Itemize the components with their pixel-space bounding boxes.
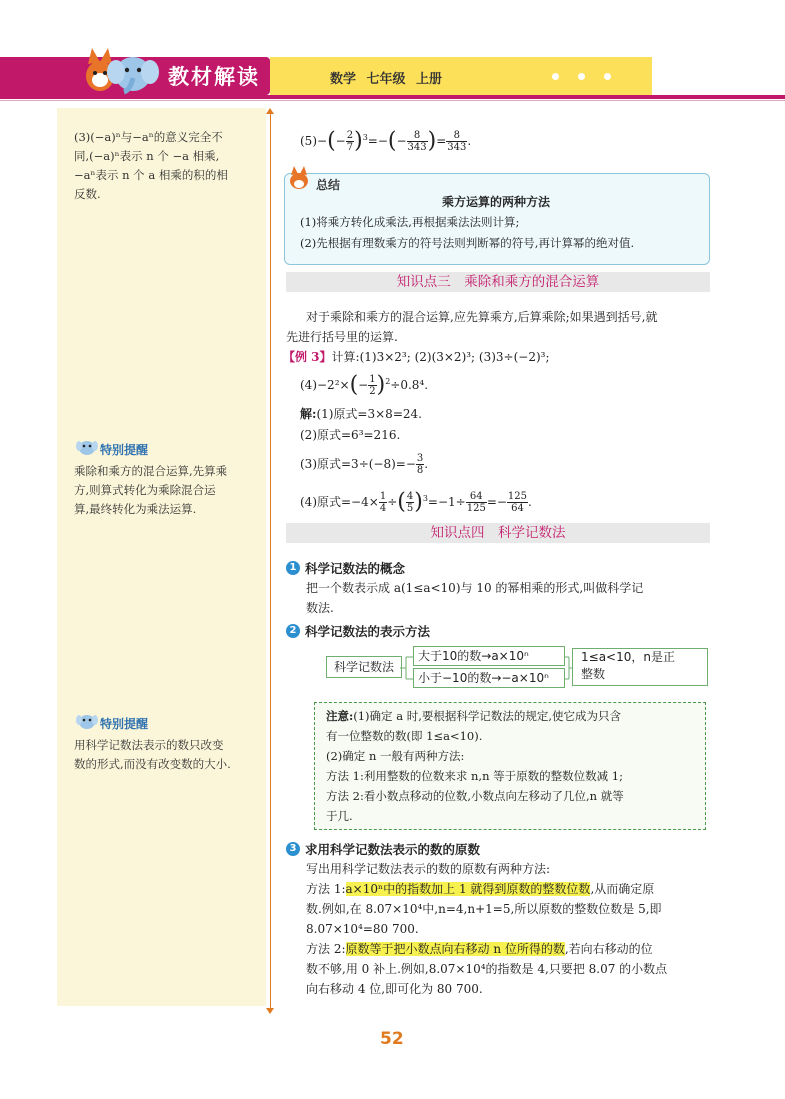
sidebar-panel (57, 108, 266, 1006)
method-text: 数.例如,在 8.07×10⁴中,n=4,n+1=5,所以原数的整数位数是 5,即 (306, 902, 662, 916)
section-title: 科学记数法的概念 (305, 561, 406, 576)
note-line: (2)确定 n 一般有两种方法: (326, 749, 465, 763)
reminder-mascot-icon (76, 710, 98, 730)
frac-den: 4 (379, 503, 387, 514)
diagram-root-box: 科学记数法 (326, 656, 402, 678)
divider-arrow-up-icon (266, 108, 274, 114)
frac-num: 8 (407, 130, 428, 142)
fraction (416, 453, 424, 476)
eq-text: (4)原式=−4× (300, 495, 379, 509)
equation-5: (5)−(− $\frac{2}{7}$ )$^3$=−(− $\frac{8}{343}$ )= $\frac{8}{343}$ . (300, 128, 472, 154)
summary-line: (1)将乘方转化成乘法,再根据乘法法则计算; (300, 215, 520, 229)
section-text: 数法. (306, 601, 334, 615)
sidebar-tip (74, 462, 264, 519)
eq-text: (3)原式=3÷(−8)=− (300, 457, 416, 471)
method-text: 8.07×10⁴=80 700. (306, 922, 419, 936)
frac-num: 1 (379, 491, 387, 502)
solution-text: (1)原式=3×8=24. (316, 407, 422, 421)
section-number-badge: 3 (286, 842, 300, 856)
example-label: 【例 3】 (283, 350, 332, 364)
diagram-result-line: 1≤a<10，n是正 (581, 650, 675, 664)
method-text: 数不够,用 0 补上.例如,8.07×10⁴的指数是 4,只要把 8.07 的小数点 (306, 962, 668, 976)
fraction (379, 491, 387, 514)
frac-num: 2 (346, 130, 354, 141)
header-rule-thin (0, 100, 785, 101)
header-dot (552, 73, 559, 80)
summary-title: 乘方运算的两种方法 (441, 195, 550, 209)
fraction (406, 491, 414, 514)
eq-text: =− (367, 134, 388, 148)
solution-1 (300, 404, 422, 424)
frac-num: 64 (466, 491, 487, 503)
section-title: 科学记数法的表示方法 (305, 624, 431, 639)
header-dot (604, 73, 611, 80)
diagram-branch-box: 大于10的数→a×10ⁿ (413, 646, 565, 666)
example-3-q4: (4)−2²×(− $\frac{1}{2}$ )$^2$÷0.8⁴. (300, 372, 429, 398)
header-rule (0, 95, 785, 99)
fraction (446, 130, 467, 153)
frac-den: 343 (447, 142, 467, 153)
sidebar-tip-title: 特别提醒 (100, 443, 149, 457)
solution-label: 解: (300, 407, 317, 421)
sidebar-tip-line: 方,则算式转化为乘除混合运 (74, 483, 216, 497)
frac-den: 64 (511, 503, 524, 514)
kp3-text: 对于乘除和乘方的混合运算,应先算乘方,后算乘除;如果遇到括号,就 (306, 310, 658, 324)
method-text: ,从而确定原 (590, 882, 655, 896)
note-label: 注意: (326, 709, 354, 723)
sidebar-note-line: (3)(−a)ⁿ与−aⁿ的意义完全不 (74, 130, 223, 144)
sidebar-tip-line: 数的形式,而没有改变数的大小. (74, 757, 231, 771)
header-dot (578, 73, 585, 80)
eq-text: ÷0.8⁴. (390, 378, 429, 392)
diagram-result-line: 整数 (581, 667, 606, 681)
note-line: 方法 2:看小数点移动的位数,小数点向左移动了几位,n 就等 (326, 789, 624, 803)
knowledge-point-4-heading: 知识点四 科学记数法 (286, 523, 710, 543)
note-line: (1)确定 a 时,要根据科学记数法的规定,使它成为只含 (353, 709, 622, 723)
fraction (466, 491, 487, 514)
method-2 (306, 939, 653, 959)
method-label: 方法 1: (306, 882, 346, 896)
fraction (346, 130, 354, 153)
method-1 (306, 879, 654, 899)
frac-den: 2 (369, 386, 376, 397)
frac-num: 8 (446, 130, 467, 142)
method-label: 方法 2: (306, 942, 346, 956)
header-title: 教材解读 (168, 65, 260, 89)
example-3 (283, 347, 550, 367)
section-text: 把一个数表示成 a(1≤a<10)与 10 的幂相乘的形式,叫做科学记 (306, 581, 644, 595)
highlighted-text: a×10ⁿ中的指数加上 1 就得到原数的整数位数 (345, 882, 591, 896)
sidebar-note-line: 反数. (74, 187, 101, 201)
sidebar-note (74, 128, 264, 204)
frac-den: 343 (407, 142, 427, 153)
eq-text: (5)− (300, 134, 328, 148)
header-subject-band (270, 57, 652, 95)
frac-den: 125 (466, 503, 486, 514)
summary-mascot-icon (286, 166, 312, 190)
frac-den: 8 (416, 465, 424, 476)
summary-label: 总结 (316, 178, 341, 192)
section-text: 写出用科学记数法表示的数的原数有两种方法: (306, 862, 551, 876)
note-line: 于几. (326, 809, 353, 823)
sidebar-note-line: −aⁿ表示 n 个 a 相乘的积的相 (74, 168, 228, 182)
sidebar-note-line: 同,(−a)ⁿ表示 n 个 −a 相乘, (74, 149, 220, 163)
sidebar-tip (74, 736, 266, 774)
frac-den: 7 (346, 142, 354, 153)
frac-num: 3 (416, 453, 424, 464)
frac-num: 4 (406, 491, 414, 502)
section-number-badge: 1 (286, 561, 300, 575)
eq-text: =−1÷ (427, 495, 466, 509)
sidebar-tip-line: 算,最终转化为乘法运算. (74, 502, 197, 516)
header-subject: 数学 七年级 上册 (330, 72, 443, 87)
diagram-branch-box: 小于−10的数→−a×10ⁿ (413, 668, 565, 688)
eq-text: ÷ (387, 495, 398, 509)
section-title: 求用科学记数法表示的数的原数 (305, 842, 481, 857)
sidebar-tip-line: 用科学记数法表示的数只改变 (74, 738, 224, 752)
eq-text: = (436, 134, 447, 148)
summary-line: (2)先根据有理数乘方的符号法则判断幂的符号,再计算幂的绝对值. (300, 236, 635, 250)
solution-4: (4)原式=−4× $\frac{1}{4}$ ÷( $\frac{4}{5}$ )$^3$=−1÷ $\frac{64}{125}$ =− $\frac{125}{64}$ . (300, 489, 532, 515)
page-number: 52 (380, 1029, 404, 1049)
sidebar-tip-line: 乘除和乘方的混合运算,先算乘 (74, 464, 228, 478)
solution-3: (3)原式=3÷(−8)=− $\frac{3}{8}$ . (300, 453, 429, 476)
kp3-text: 先进行括号里的运算. (286, 330, 398, 344)
highlighted-text: 原数等于把小数点向右移动 n 位所得的数 (345, 942, 565, 956)
frac-num: 1 (369, 374, 376, 385)
frac-num: 125 (507, 491, 528, 502)
margin-divider (270, 112, 271, 1010)
section-number-badge: 2 (286, 624, 300, 638)
reminder-mascot-icon (76, 436, 98, 456)
solution-2: (2)原式=6³=216. (300, 428, 401, 442)
fraction (407, 130, 428, 153)
fraction (507, 491, 528, 514)
note-line: 有一位整数的数(即 1≤a<10). (326, 729, 483, 743)
frac-den: 5 (406, 503, 414, 514)
mascot-icon (78, 46, 163, 96)
divider-arrow-down-icon (266, 1008, 274, 1014)
fraction (368, 374, 376, 397)
sidebar-tip-title: 特别提醒 (100, 717, 149, 731)
eq-text: =− (486, 495, 507, 509)
note-content (326, 706, 624, 826)
example-text: 计算:(1)3×2³; (2)(3×2)³; (3)3÷(−2)³; (331, 350, 550, 364)
diagram-result-box (572, 648, 708, 686)
method-text: 向右移动 4 位,即可化为 80 700. (306, 982, 483, 996)
eq-text: (4)−2²× (300, 378, 350, 392)
note-line: 方法 1:利用整数的位数来求 n,n 等于原数的整数位数减 1; (326, 769, 623, 783)
method-text: ,若向右移动的位 (564, 942, 653, 956)
knowledge-point-3-heading: 知识点三 乘除和乘方的混合运算 (286, 272, 710, 292)
